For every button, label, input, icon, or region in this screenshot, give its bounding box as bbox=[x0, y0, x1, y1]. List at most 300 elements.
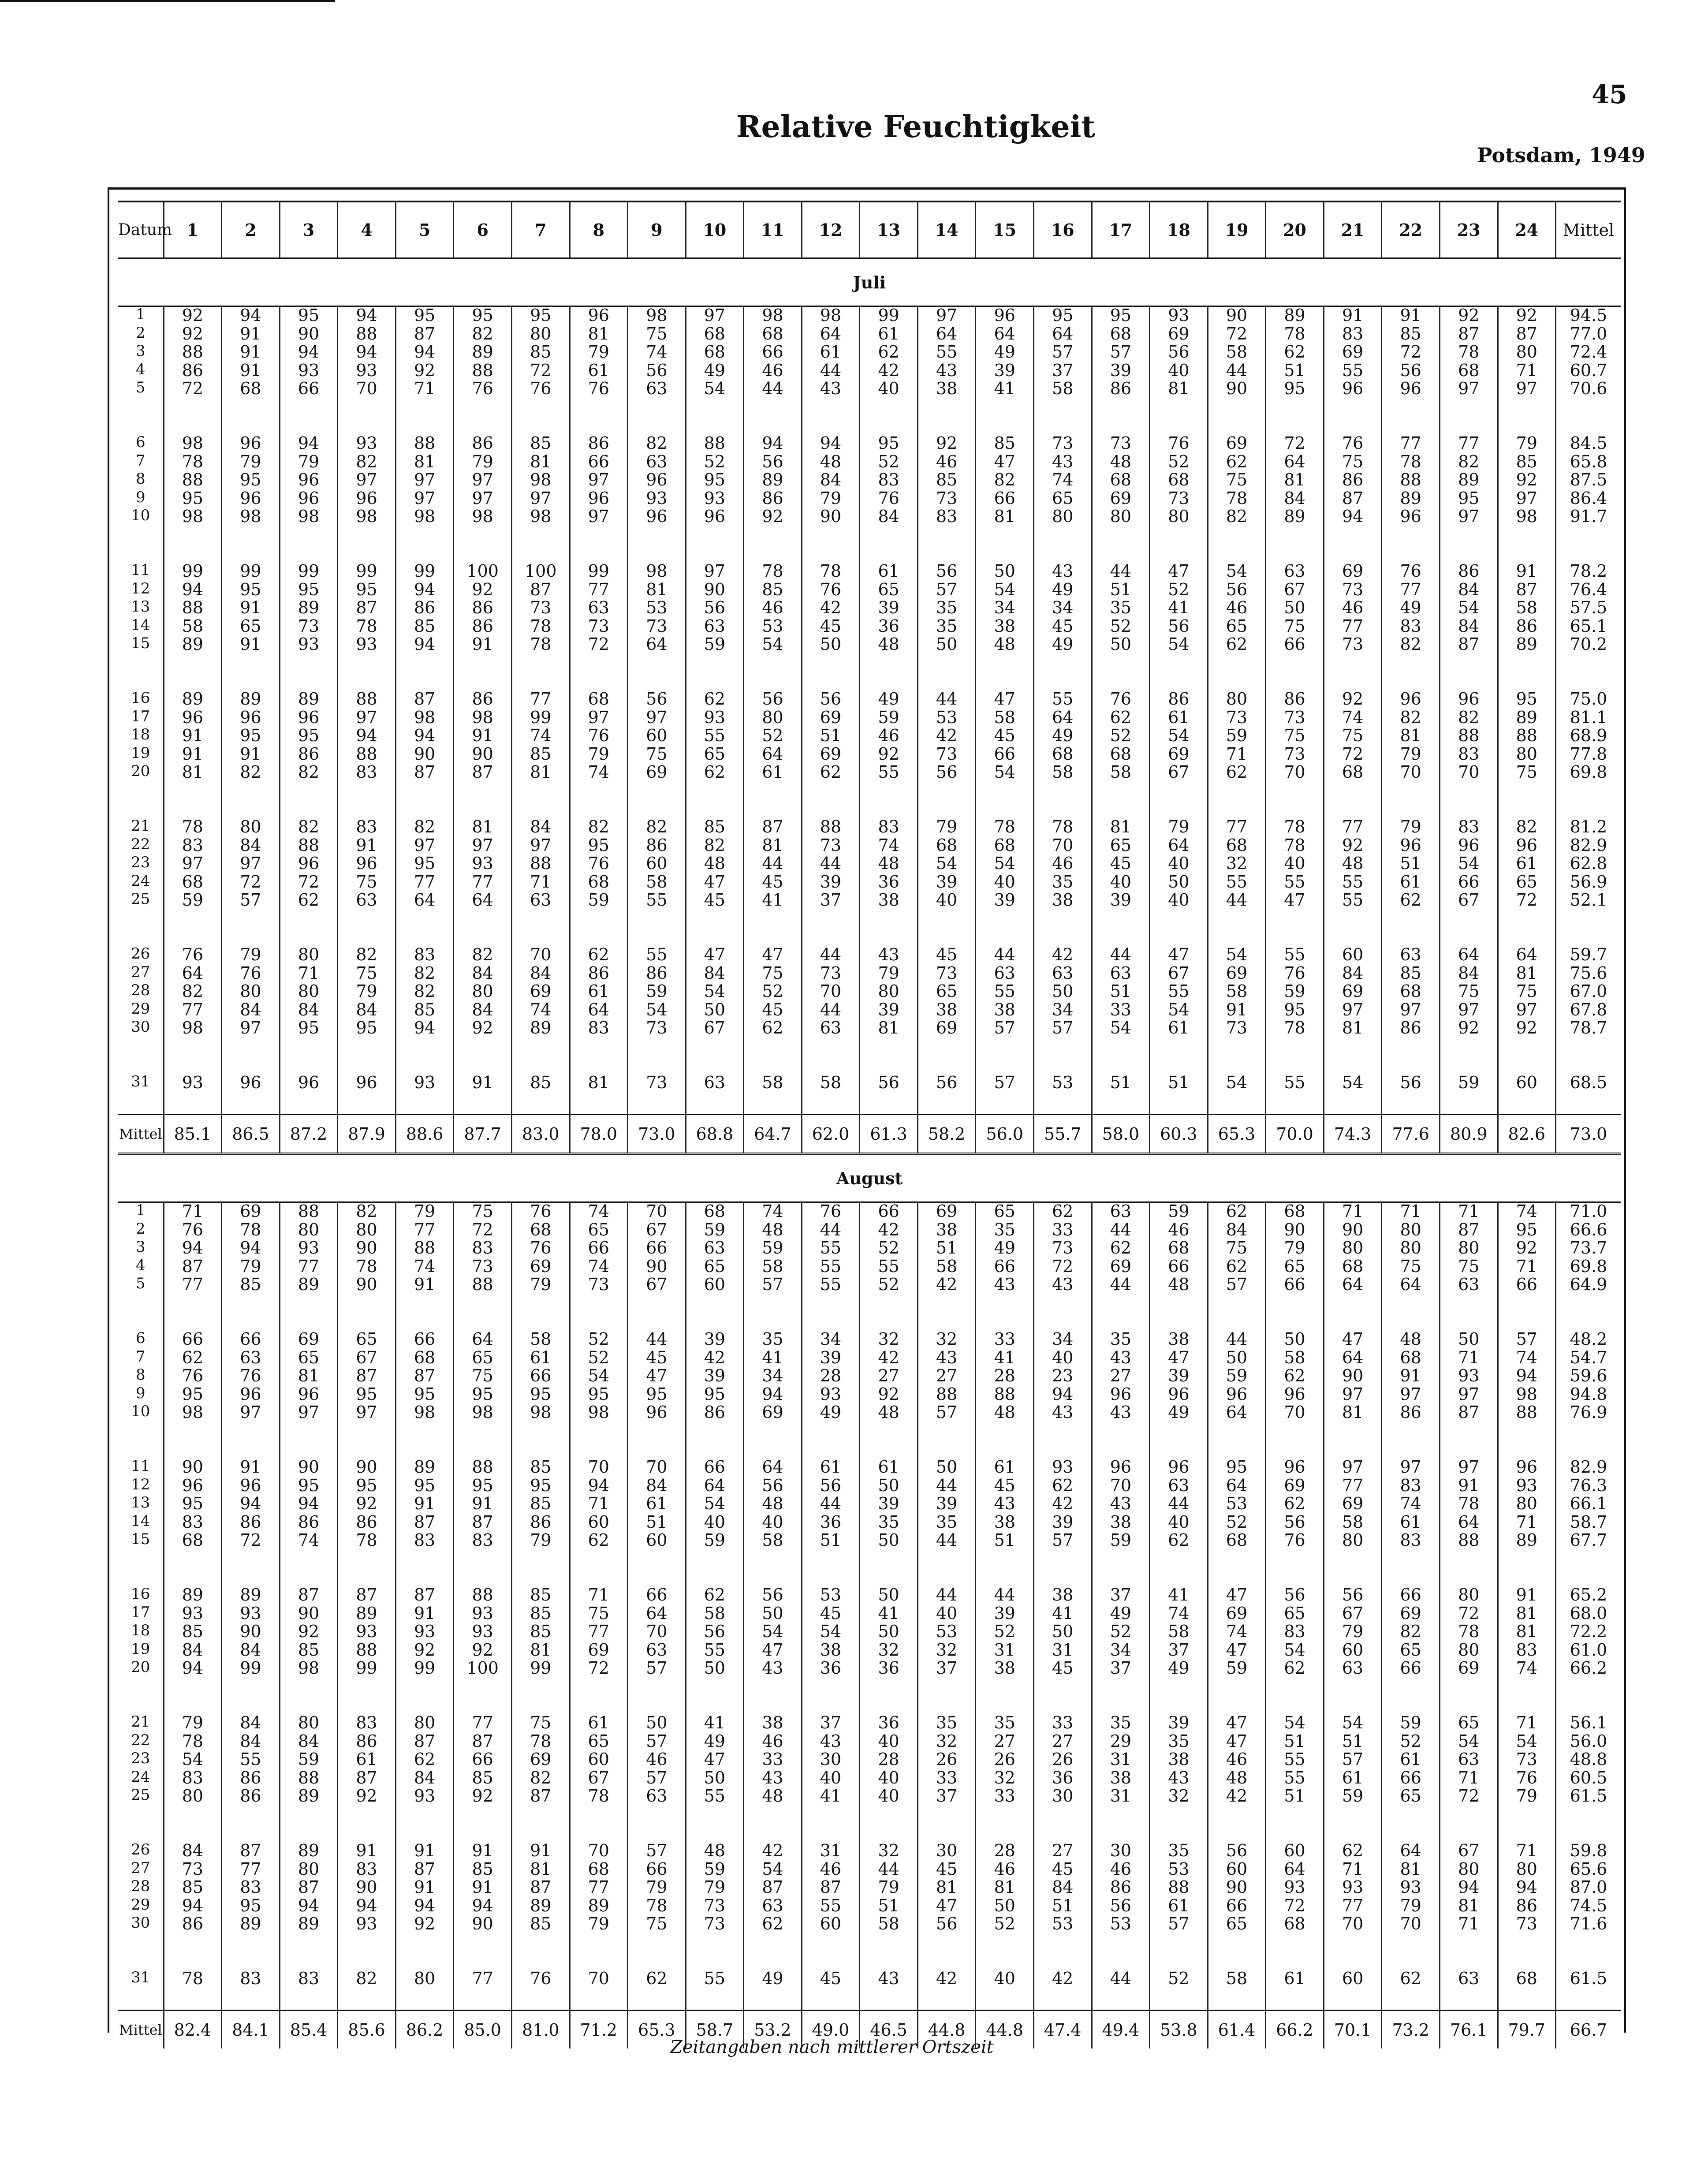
humidity-value: 98 bbox=[472, 507, 493, 526]
monthly-mean-value: 73.0 bbox=[1556, 1115, 1621, 1154]
humidity-value: 64 bbox=[588, 1000, 609, 1019]
hour-column bbox=[395, 1970, 454, 2011]
hour-column bbox=[511, 1842, 570, 1970]
humidity-value: 95 bbox=[182, 1494, 204, 1513]
humidity-value: 85 bbox=[530, 1603, 552, 1623]
hour-column bbox=[1266, 1714, 1324, 1842]
humidity-value: 44 bbox=[1110, 561, 1132, 581]
daily-mean-column bbox=[1556, 690, 1621, 818]
humidity-value: 82 bbox=[472, 945, 493, 964]
humidity-value: 59 bbox=[762, 1238, 783, 1257]
hour-column bbox=[1092, 1586, 1150, 1714]
humidity-value: 90 bbox=[820, 507, 842, 526]
humidity-value: 96 bbox=[356, 854, 377, 873]
humidity-value: 77 bbox=[414, 1220, 436, 1239]
humidity-value: 76 bbox=[182, 1366, 204, 1385]
humidity-value: 83 bbox=[240, 1877, 261, 1897]
humidity-value: 84 bbox=[472, 963, 493, 983]
humidity-value: 94 bbox=[414, 579, 436, 599]
humidity-value: 78 bbox=[356, 1256, 377, 1276]
hour-column bbox=[1439, 946, 1498, 1074]
humidity-value: 68 bbox=[588, 872, 609, 892]
humidity-value: 80 bbox=[1458, 1238, 1480, 1257]
humidity-value: 27 bbox=[994, 1731, 1015, 1751]
humidity-value: 79 bbox=[1516, 1786, 1537, 1806]
humidity-value: 83 bbox=[356, 762, 377, 782]
monthly-mean-value: 85.4 bbox=[280, 2011, 338, 2049]
humidity-value: 94 bbox=[356, 342, 377, 362]
humidity-value: 87 bbox=[240, 1841, 261, 1860]
hour-column bbox=[917, 306, 976, 435]
humidity-value: 70 bbox=[588, 1457, 609, 1477]
humidity-value: 52 bbox=[1168, 1969, 1190, 1988]
hour-column bbox=[454, 435, 512, 563]
humidity-value: 33 bbox=[1052, 1713, 1074, 1732]
monthly-mean-value: 47.4 bbox=[1034, 2011, 1092, 2049]
humidity-value: 73 bbox=[936, 744, 958, 764]
hour-column bbox=[1208, 1202, 1266, 1331]
humidity-value: 92 bbox=[1516, 470, 1537, 489]
hour-column bbox=[628, 946, 686, 1074]
humidity-value: 48 bbox=[762, 1494, 783, 1513]
humidity-value: 75 bbox=[1516, 762, 1537, 782]
humidity-value: 75 bbox=[1400, 1256, 1421, 1276]
hour-column bbox=[570, 1586, 628, 1714]
humidity-value: 58 bbox=[704, 1603, 726, 1623]
humidity-value: 89 bbox=[298, 689, 320, 709]
day-group bbox=[118, 1202, 1621, 1331]
hour-column bbox=[1266, 435, 1324, 563]
humidity-value: 58 bbox=[762, 1073, 783, 1092]
humidity-value: 81 bbox=[588, 324, 609, 343]
humidity-value: 58 bbox=[1052, 762, 1074, 782]
humidity-value: 55 bbox=[1052, 689, 1074, 709]
daily-mean: 65.8 bbox=[1570, 451, 1607, 471]
humidity-value: 61 bbox=[1168, 1018, 1190, 1037]
humidity-value: 56 bbox=[936, 561, 958, 581]
humidity-value: 64 bbox=[1342, 1347, 1364, 1367]
humidity-value: 86 bbox=[530, 1512, 552, 1532]
daily-mean: 71.6 bbox=[1570, 1914, 1607, 1933]
hour-column bbox=[1150, 1714, 1208, 1842]
hour-column bbox=[1439, 1459, 1498, 1586]
hour-column bbox=[338, 690, 396, 818]
hour-column bbox=[628, 435, 686, 563]
day-column bbox=[118, 1714, 164, 1842]
hour-column bbox=[164, 563, 222, 690]
humidity-value: 97 bbox=[356, 707, 377, 727]
hour-column bbox=[1208, 1714, 1266, 1842]
humidity-value: 83 bbox=[182, 1512, 204, 1532]
humidity-value: 92 bbox=[414, 1640, 436, 1660]
humidity-value: 89 bbox=[298, 1841, 320, 1860]
hour-column bbox=[1034, 1586, 1092, 1714]
humidity-value: 87 bbox=[1458, 634, 1480, 654]
humidity-value: 49 bbox=[1052, 726, 1074, 745]
humidity-value: 76 bbox=[530, 379, 552, 398]
humidity-value: 79 bbox=[588, 1914, 609, 1933]
humidity-value: 80 bbox=[1458, 1859, 1480, 1879]
hour-column bbox=[686, 946, 744, 1074]
humidity-value: 76 bbox=[820, 1201, 842, 1221]
humidity-value: 35 bbox=[878, 1512, 899, 1532]
humidity-value: 63 bbox=[1400, 945, 1421, 964]
humidity-value: 55 bbox=[240, 1750, 261, 1769]
humidity-value: 86 bbox=[472, 433, 493, 453]
humidity-value: 55 bbox=[704, 1786, 726, 1806]
humidity-value: 35 bbox=[936, 1713, 958, 1732]
humidity-value: 73 bbox=[1226, 1018, 1248, 1037]
humidity-value: 47 bbox=[994, 689, 1015, 709]
humidity-value: 48 bbox=[994, 1403, 1015, 1422]
hour-column bbox=[1150, 946, 1208, 1074]
day-column bbox=[118, 946, 164, 1074]
humidity-value: 54 bbox=[1458, 854, 1480, 873]
humidity-value: 36 bbox=[820, 1658, 842, 1678]
humidity-value: 88 bbox=[414, 1238, 436, 1257]
humidity-value: 43 bbox=[762, 1768, 783, 1787]
humidity-value: 60 bbox=[1226, 1859, 1248, 1879]
hour-column bbox=[686, 1714, 744, 1842]
humidity-value: 37 bbox=[1110, 1585, 1132, 1604]
monthly-mean-value: 88.6 bbox=[395, 1115, 454, 1154]
humidity-value: 68 bbox=[1226, 1530, 1248, 1550]
humidity-value: 92 bbox=[414, 1914, 436, 1933]
daily-mean: 57.5 bbox=[1570, 598, 1607, 617]
hour-column bbox=[511, 435, 570, 563]
humidity-value: 45 bbox=[704, 890, 726, 910]
daily-mean-column bbox=[1556, 1970, 1621, 2011]
humidity-value: 83 bbox=[936, 507, 958, 526]
humidity-value: 43 bbox=[1052, 451, 1074, 471]
humidity-value: 79 bbox=[1284, 1238, 1305, 1257]
humidity-value: 77 bbox=[1458, 433, 1480, 453]
humidity-value: 82 bbox=[1400, 634, 1421, 654]
station-year: Potsdam, 1949 bbox=[1477, 143, 1645, 167]
humidity-value: 83 bbox=[878, 470, 899, 489]
humidity-value: 53 bbox=[820, 1585, 842, 1604]
humidity-value: 54 bbox=[820, 1622, 842, 1641]
humidity-value: 53 bbox=[936, 707, 958, 727]
humidity-value: 42 bbox=[704, 1347, 726, 1367]
hour-column bbox=[338, 563, 396, 690]
hour-column bbox=[511, 1970, 570, 2011]
humidity-value: 62 bbox=[1400, 890, 1421, 910]
humidity-value: 89 bbox=[182, 1585, 204, 1604]
humidity-value: 48 bbox=[704, 1841, 726, 1860]
humidity-value: 80 bbox=[1342, 1238, 1364, 1257]
humidity-value: 69 bbox=[820, 707, 842, 727]
humidity-value: 79 bbox=[646, 1877, 668, 1897]
humidity-value: 31 bbox=[1052, 1640, 1074, 1660]
humidity-value: 90 bbox=[414, 744, 436, 764]
humidity-value: 83 bbox=[356, 817, 377, 836]
humidity-value: 65 bbox=[1400, 1786, 1421, 1806]
humidity-value: 53 bbox=[1110, 1914, 1132, 1933]
humidity-value: 79 bbox=[182, 1713, 204, 1732]
humidity-value: 40 bbox=[1110, 872, 1132, 892]
humidity-value: 48 bbox=[1342, 854, 1364, 873]
hour-column bbox=[628, 1331, 686, 1459]
hour-header: 21 bbox=[1324, 201, 1382, 258]
daily-mean: 91.7 bbox=[1570, 507, 1607, 526]
humidity-value: 84 bbox=[820, 470, 842, 489]
humidity-value: 74 bbox=[1168, 1603, 1190, 1623]
humidity-value: 72 bbox=[1284, 1895, 1305, 1915]
humidity-value: 36 bbox=[878, 1713, 899, 1732]
month-row bbox=[118, 258, 1621, 306]
humidity-value: 64 bbox=[1168, 835, 1190, 855]
humidity-value: 83 bbox=[588, 1018, 609, 1037]
humidity-value: 64 bbox=[1284, 1859, 1305, 1879]
humidity-value: 95 bbox=[530, 1384, 552, 1404]
humidity-value: 46 bbox=[1110, 1859, 1132, 1879]
humidity-value: 59 bbox=[704, 1220, 726, 1239]
humidity-value: 75 bbox=[356, 872, 377, 892]
humidity-value: 69 bbox=[530, 981, 552, 1001]
humidity-value: 95 bbox=[704, 1384, 726, 1404]
humidity-value: 86 bbox=[240, 1786, 261, 1806]
humidity-value: 79 bbox=[1400, 817, 1421, 836]
humidity-value: 41 bbox=[762, 1347, 783, 1367]
hour-header: 8 bbox=[570, 201, 628, 258]
humidity-value: 99 bbox=[298, 561, 320, 581]
humidity-value: 61 bbox=[1400, 872, 1421, 892]
hour-column bbox=[1382, 1331, 1440, 1459]
hour-column bbox=[395, 1586, 454, 1714]
hour-column bbox=[1266, 306, 1324, 435]
hour-column bbox=[1382, 306, 1440, 435]
humidity-value: 85 bbox=[530, 1585, 552, 1604]
humidity-value: 87 bbox=[1458, 1220, 1480, 1239]
humidity-value: 62 bbox=[1226, 1256, 1248, 1276]
monthly-mean-row bbox=[118, 1115, 1621, 1154]
hour-column bbox=[280, 1842, 338, 1970]
humidity-value: 41 bbox=[994, 1347, 1015, 1367]
humidity-value: 32 bbox=[1168, 1786, 1190, 1806]
hour-column bbox=[917, 1202, 976, 1331]
humidity-value: 59 bbox=[878, 707, 899, 727]
humidity-value: 77 bbox=[1342, 1475, 1364, 1495]
humidity-value: 38 bbox=[878, 890, 899, 910]
humidity-value: 35 bbox=[1110, 1329, 1132, 1349]
humidity-value: 95 bbox=[472, 1475, 493, 1495]
humidity-value: 38 bbox=[762, 1713, 783, 1732]
humidity-value: 67 bbox=[1458, 890, 1480, 910]
hour-column bbox=[860, 1842, 918, 1970]
hour-column bbox=[570, 690, 628, 818]
humidity-value: 75 bbox=[472, 1366, 493, 1385]
hour-column bbox=[860, 818, 918, 946]
hour-column bbox=[164, 1331, 222, 1459]
hour-column bbox=[395, 306, 454, 435]
humidity-value: 78 bbox=[1284, 835, 1305, 855]
humidity-value: 32 bbox=[878, 1640, 899, 1660]
humidity-value: 58 bbox=[1342, 1512, 1364, 1532]
humidity-value: 68 bbox=[414, 1347, 436, 1367]
humidity-value: 54 bbox=[1516, 1731, 1537, 1751]
humidity-value: 87 bbox=[414, 1366, 436, 1385]
humidity-value: 49 bbox=[994, 342, 1015, 362]
humidity-value: 70 bbox=[1284, 1403, 1305, 1422]
humidity-value: 77 bbox=[1400, 433, 1421, 453]
hour-column bbox=[511, 1586, 570, 1714]
humidity-value: 89 bbox=[1400, 488, 1421, 508]
humidity-value: 69 bbox=[820, 744, 842, 764]
humidity-value: 88 bbox=[298, 835, 320, 855]
humidity-value: 35 bbox=[1168, 1841, 1190, 1860]
hour-header: 11 bbox=[744, 201, 802, 258]
humidity-value: 63 bbox=[588, 598, 609, 617]
day-column bbox=[118, 563, 164, 690]
humidity-value: 47 bbox=[1168, 1347, 1190, 1367]
humidity-value: 61 bbox=[1284, 1969, 1305, 1988]
humidity-value: 61 bbox=[1400, 1512, 1421, 1532]
hour-column bbox=[802, 563, 860, 690]
humidity-value: 92 bbox=[878, 1384, 899, 1404]
hour-column bbox=[1266, 563, 1324, 690]
humidity-value: 48 bbox=[1226, 1768, 1248, 1787]
day-number: 28 bbox=[131, 1877, 150, 1895]
humidity-value: 36 bbox=[820, 1512, 842, 1532]
humidity-value: 40 bbox=[878, 379, 899, 398]
humidity-value: 94 bbox=[1516, 1877, 1537, 1897]
humidity-value: 78 bbox=[1284, 324, 1305, 343]
hour-column bbox=[1034, 1202, 1092, 1331]
humidity-value: 85 bbox=[1516, 451, 1537, 471]
daily-mean: 73.7 bbox=[1570, 1238, 1607, 1257]
humidity-value: 94 bbox=[472, 1895, 493, 1915]
humidity-value: 43 bbox=[820, 379, 842, 398]
humidity-value: 62 bbox=[704, 1585, 726, 1604]
humidity-value: 70 bbox=[1284, 762, 1305, 782]
humidity-value: 81 bbox=[994, 507, 1015, 526]
humidity-value: 71 bbox=[1458, 1768, 1480, 1787]
hour-column bbox=[1439, 1842, 1498, 1970]
footnote: Zeitangaben nach mittlerer Ortszeit bbox=[670, 2037, 994, 2057]
hour-column bbox=[860, 690, 918, 818]
hour-header: 4 bbox=[338, 201, 396, 258]
hour-column bbox=[1150, 818, 1208, 946]
humidity-value: 81 bbox=[1342, 1018, 1364, 1037]
humidity-value: 50 bbox=[820, 634, 842, 654]
humidity-value: 74 bbox=[588, 762, 609, 782]
humidity-value: 60 bbox=[820, 1914, 842, 1933]
humidity-value: 44 bbox=[936, 689, 958, 709]
hour-column bbox=[1034, 1970, 1092, 2011]
humidity-value: 76 bbox=[182, 945, 204, 964]
humidity-value: 65 bbox=[878, 579, 899, 599]
humidity-value: 55 bbox=[1342, 872, 1364, 892]
humidity-value: 93 bbox=[356, 1914, 377, 1933]
humidity-value: 72 bbox=[1284, 433, 1305, 453]
humidity-value: 88 bbox=[356, 689, 377, 709]
humidity-value: 81 bbox=[646, 579, 668, 599]
hour-column bbox=[802, 1842, 860, 1970]
hour-column bbox=[686, 435, 744, 563]
hour-column bbox=[1208, 563, 1266, 690]
humidity-value: 39 bbox=[878, 598, 899, 617]
hour-column bbox=[222, 1074, 280, 1115]
hour-column bbox=[628, 1074, 686, 1115]
hour-column bbox=[338, 1714, 396, 1842]
humidity-value: 95 bbox=[646, 1384, 668, 1404]
humidity-value: 54 bbox=[994, 579, 1015, 599]
humidity-value: 58 bbox=[1168, 1622, 1190, 1641]
daily-mean-column bbox=[1556, 1074, 1621, 1115]
humidity-value: 55 bbox=[704, 1969, 726, 1988]
humidity-value: 59 bbox=[1400, 1713, 1421, 1732]
humidity-value: 58 bbox=[182, 616, 204, 636]
humidity-value: 68 bbox=[704, 324, 726, 343]
humidity-value: 33 bbox=[994, 1329, 1015, 1349]
humidity-value: 92 bbox=[762, 507, 783, 526]
humidity-value: 88 bbox=[298, 1201, 320, 1221]
humidity-value: 92 bbox=[1342, 835, 1364, 855]
hour-column bbox=[1150, 1074, 1208, 1115]
humidity-value: 37 bbox=[820, 1713, 842, 1732]
humidity-value: 98 bbox=[182, 433, 204, 453]
humidity-value: 97 bbox=[588, 507, 609, 526]
humidity-value: 92 bbox=[1516, 1238, 1537, 1257]
humidity-value: 65 bbox=[588, 1220, 609, 1239]
humidity-value: 82 bbox=[588, 817, 609, 836]
humidity-value: 93 bbox=[298, 360, 320, 380]
hour-column bbox=[280, 435, 338, 563]
humidity-value: 69 bbox=[530, 1750, 552, 1769]
humidity-value: 54 bbox=[1342, 1713, 1364, 1732]
hour-column bbox=[802, 1970, 860, 2011]
humidity-value: 38 bbox=[936, 379, 958, 398]
humidity-value: 28 bbox=[878, 1750, 899, 1769]
humidity-value: 50 bbox=[878, 1622, 899, 1641]
daily-mean-column bbox=[1556, 563, 1621, 690]
day-group bbox=[118, 1714, 1621, 1842]
humidity-value: 57 bbox=[1168, 1914, 1190, 1933]
humidity-value: 82 bbox=[414, 963, 436, 983]
humidity-value: 58 bbox=[1226, 1969, 1248, 1988]
humidity-value: 64 bbox=[936, 324, 958, 343]
humidity-value: 84 bbox=[240, 1000, 261, 1019]
humidity-value: 28 bbox=[994, 1366, 1015, 1385]
humidity-value: 91 bbox=[182, 726, 204, 745]
humidity-value: 69 bbox=[646, 762, 668, 782]
day-number: 14 bbox=[131, 1512, 150, 1530]
monthly-mean-value: 85.1 bbox=[164, 1115, 222, 1154]
hour-column bbox=[1092, 1459, 1150, 1586]
humidity-value: 92 bbox=[472, 579, 493, 599]
monthly-mean-value: 82.6 bbox=[1498, 1115, 1556, 1154]
humidity-value: 84 bbox=[298, 1000, 320, 1019]
hour-column bbox=[1150, 1970, 1208, 2011]
humidity-value: 47 bbox=[1342, 1329, 1364, 1349]
humidity-value: 64 bbox=[646, 634, 668, 654]
humidity-value: 59 bbox=[704, 1859, 726, 1879]
humidity-value: 88 bbox=[530, 854, 552, 873]
humidity-value: 78 bbox=[820, 561, 842, 581]
humidity-value: 95 bbox=[240, 579, 261, 599]
day-number: 9 bbox=[135, 1384, 145, 1402]
humidity-value: 40 bbox=[762, 1512, 783, 1532]
humidity-value: 98 bbox=[646, 561, 668, 581]
daily-mean: 67.8 bbox=[1570, 1000, 1607, 1019]
humidity-value: 86 bbox=[588, 433, 609, 453]
humidity-value: 79 bbox=[1342, 1622, 1364, 1641]
humidity-value: 54 bbox=[704, 981, 726, 1001]
humidity-value: 50 bbox=[762, 1603, 783, 1623]
humidity-value: 72 bbox=[588, 1658, 609, 1678]
humidity-value: 71 bbox=[1516, 1841, 1537, 1860]
